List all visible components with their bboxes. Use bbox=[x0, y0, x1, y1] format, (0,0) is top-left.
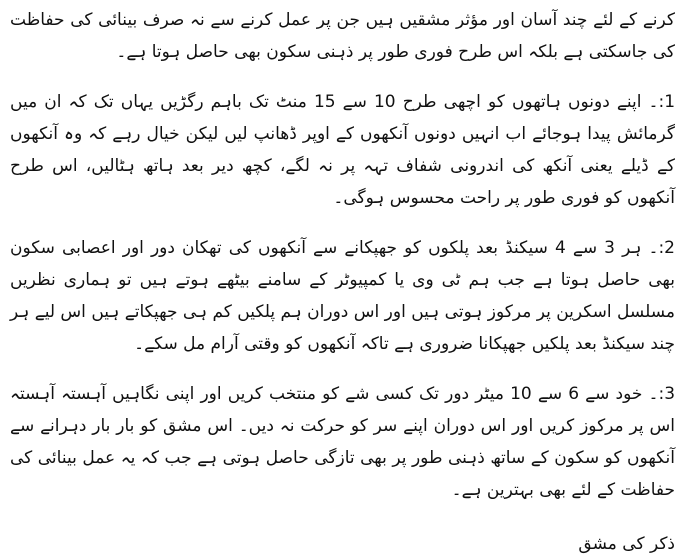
tip-paragraph-2: 2:۔ ہر 3 سے 4 سیکنڈ بعد پلکوں کو جھپکانے سے آنکھوں کی تھکان دور اور اعصابی سکون بھی حاصل ہوتا ہے جب ہم ٹی وی یا کمپیوٹر کے سامنے بیٹھے ہوتے ہیں تو ہماری نظریں مسلسل اسکرین پر مرکوز ہوتی ہیں اور اس دوران ہم پلکیں کم ہی جھپکاتے ہیں اس لیے ہر چند سیکنڈ بعد پلکیں جھپکانا ضروری ہے تاکہ آنکھوں کو وقتی آرام مل سکے۔ bbox=[10, 238, 675, 354]
truncated-next-line: ذکر کی مشق bbox=[578, 534, 675, 554]
tip-paragraph-3: 3:۔ خود سے 6 سے 10 میٹر دور تک کسی شے کو منتخب کریں اور اپنی نگاہیں آہستہ آہستہ اس پر مرکوز کریں اور اس دوران اپنے سر کو حرکت نہ دیں۔ اس مشق کو بار بار دہرانے سے آنکھوں کو سکون کے ساتھ ذہنی طور پر بھی تازگی حاصل ہوتی ہے جب کہ یہ عمل بینائی کی حفاظت کے لئے بھی بہترین ہے۔ bbox=[10, 384, 676, 500]
intro-paragraph: کرنے کے لئے چند آسان اور مؤثر مشقیں ہیں جن پر عمل کرنے سے نہ صرف بینائی کی حفاظت کی جاسکتی ہے بلکہ اس طرح فوری طور پر ذہنی سکون بھی حاصل ہوتا ہے۔ bbox=[10, 10, 675, 62]
article-body bbox=[10, 0, 675, 524]
tip-paragraph-1: 1:۔ اپنے دونوں ہاتھوں کو اچھی طرح 10 سے 15 منٹ تک باہم رگڑیں یہاں تک کہ ان میں گرمائش پیدا ہوجائے اب انہیں دونوں آنکھوں کے اوپر ڈھانپ لیں لیکن خیال رہے کہ وہ آنکھوں کے ڈیلے یعنی آنکھ کی اندرونی شفاف تہہ پر نہ لگے، کچھ دیر بعد ہاتھ ہٹالیں، اس طرح آنکھوں کو فوری طور پر راحت محسوس ہوگی۔ bbox=[10, 92, 676, 208]
